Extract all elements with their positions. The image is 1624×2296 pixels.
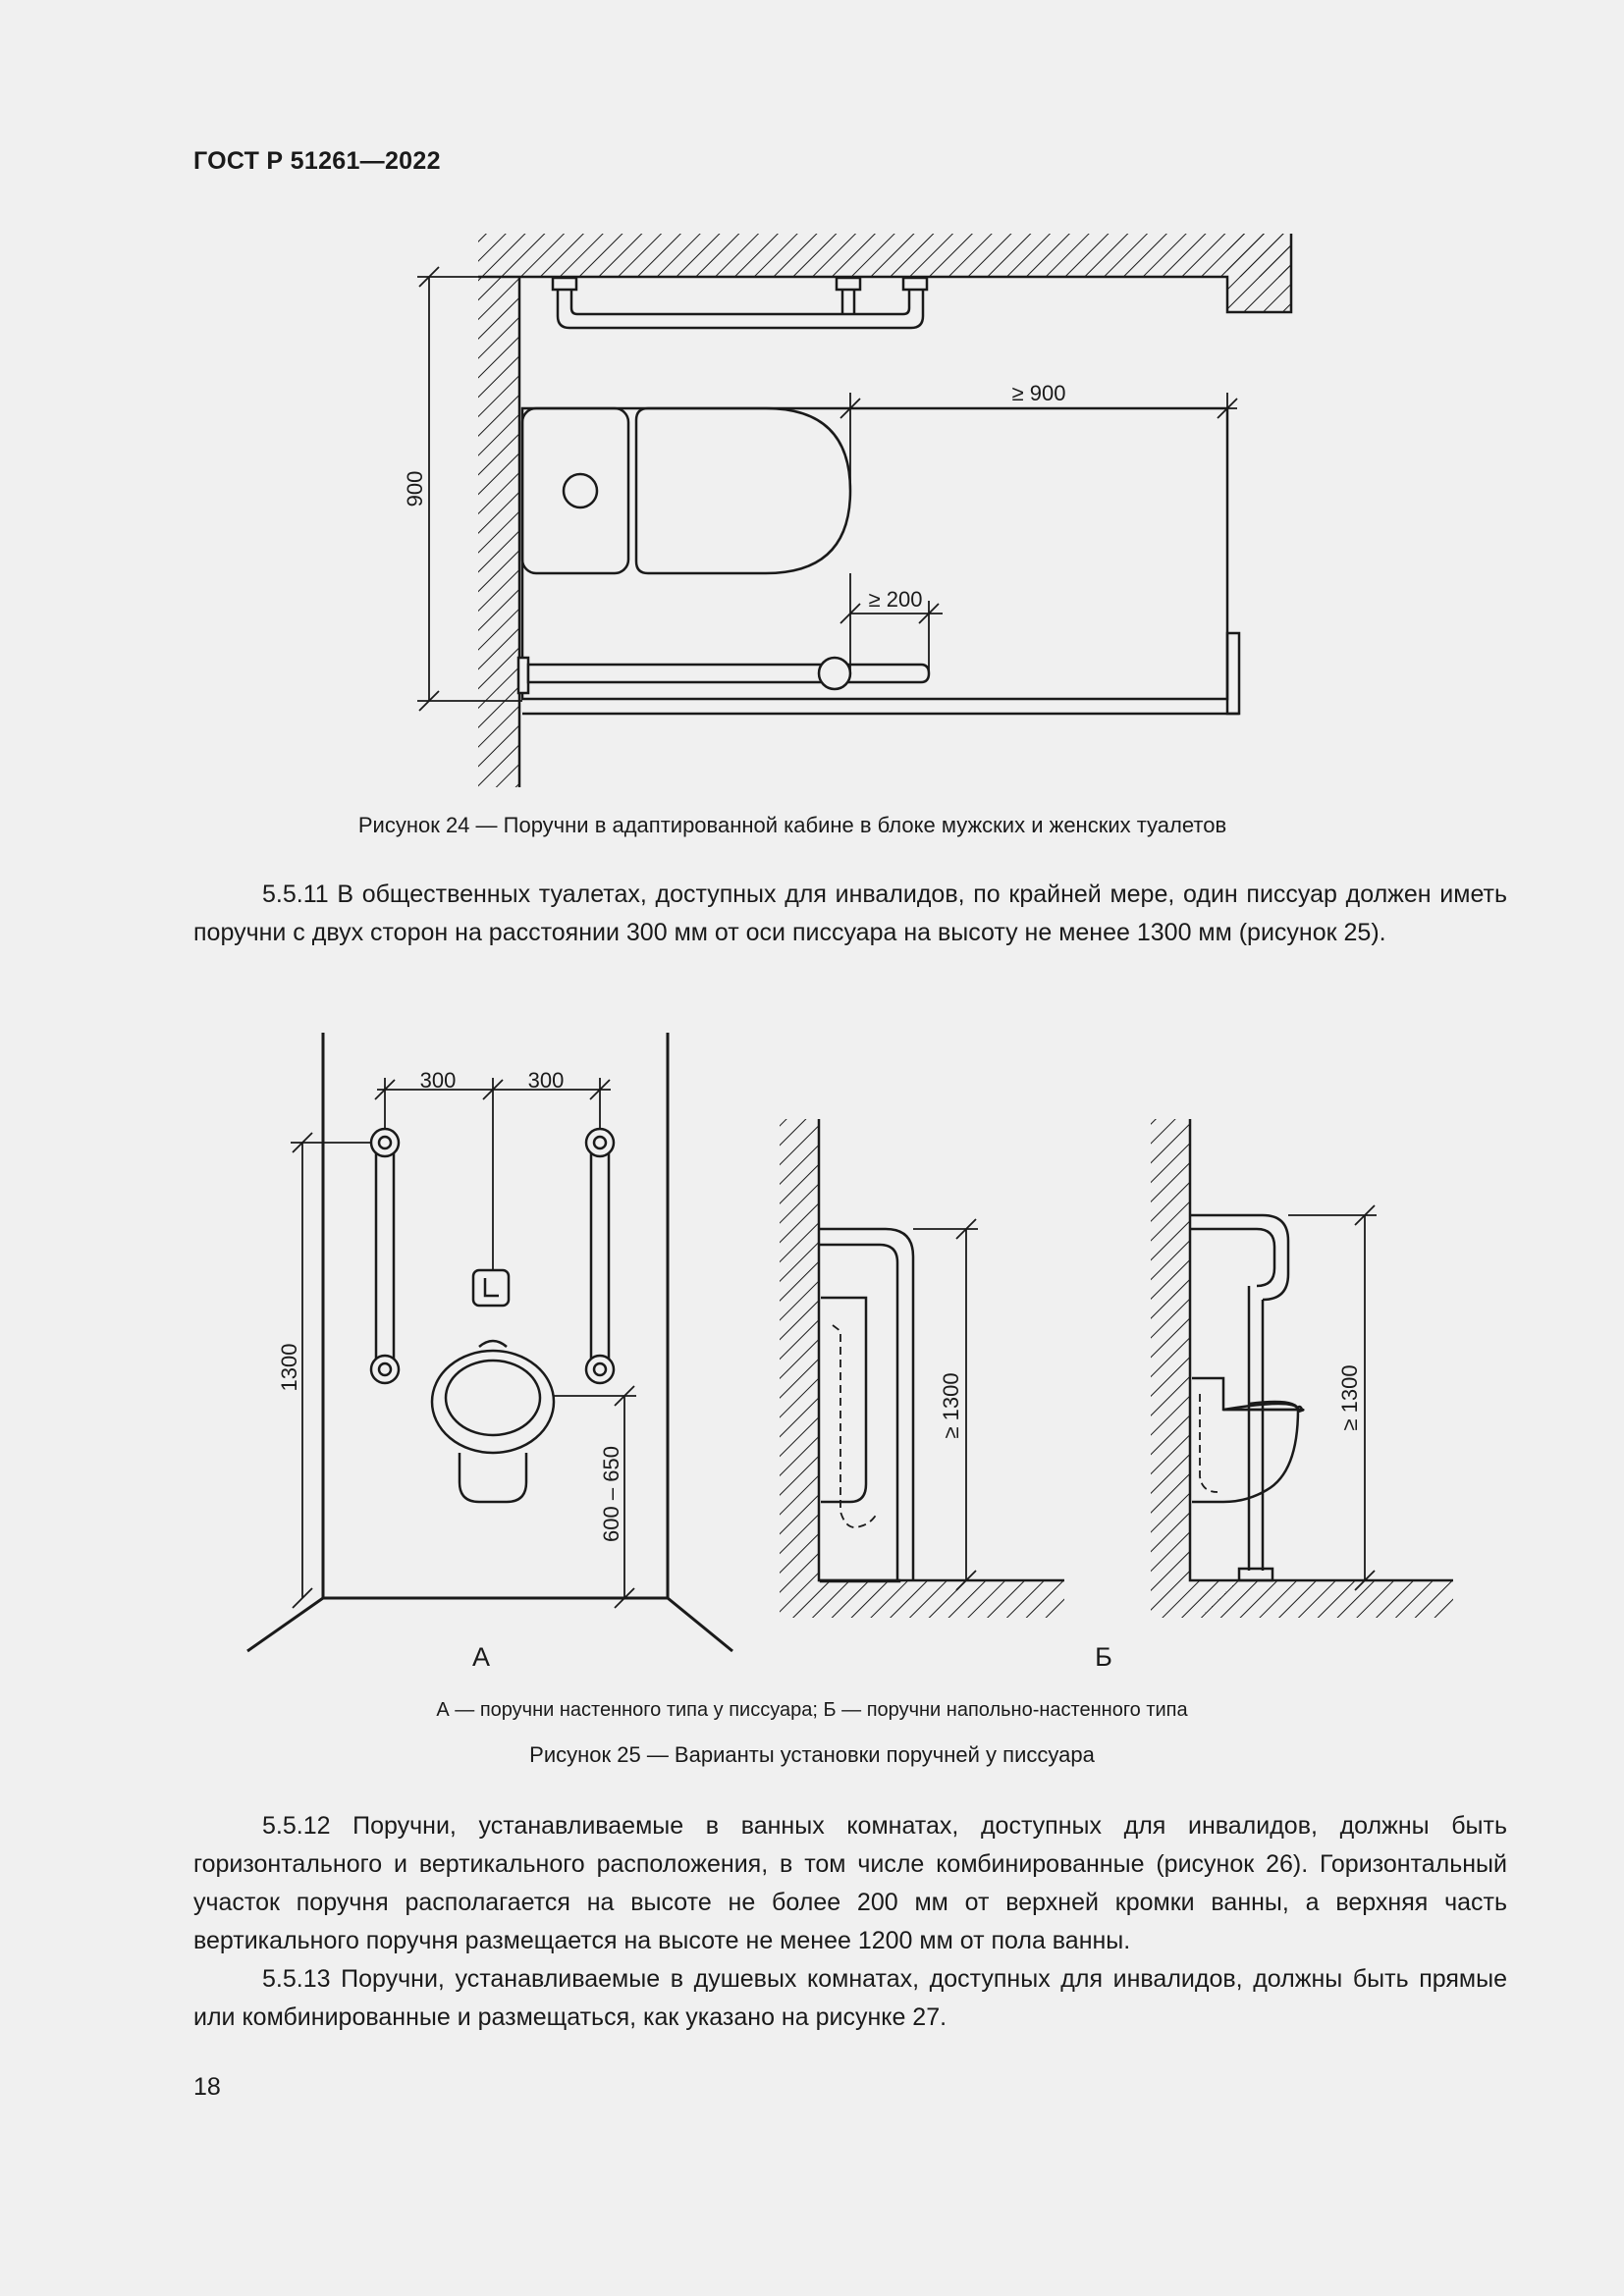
top-grab-bar (553, 278, 927, 328)
top-wall-hatch (478, 234, 1291, 277)
variant-b2-wall-hatch (1151, 1119, 1190, 1580)
dimension-300-left-label: 300 (419, 1068, 457, 1093)
toilet (522, 408, 850, 573)
dimension-b2-1300 (1288, 1205, 1377, 1590)
dimension-b2-1300-label: ≥ 1300 (1337, 1364, 1362, 1431)
figure-25-drawing (0, 1021, 1624, 1672)
variant-a-right-rail (586, 1129, 614, 1383)
variant-a-label: А (471, 1642, 491, 1672)
page-number: 18 (193, 2073, 221, 2101)
figure-25-legend: А — поручни настенного типа у писсуара; Б — поручни напольно-настенного типа (436, 1699, 1188, 1721)
figure-25-caption: Рисунок 25 — Варианты установки поручней у писсуара (529, 1742, 1095, 1767)
dimension-900-label: 900 (403, 470, 427, 507)
variant-b1-floor-hatch (780, 1580, 1064, 1618)
variant-b2-floor-hatch (1151, 1580, 1453, 1618)
flush-button-icon (473, 1270, 509, 1306)
paragraph-5-5-12: 5.5.12 Поручни, устанавливаемые в ванных комнатах, доступных для инвалидов, должны быть горизонтального и вертикального расположения, в том числе комбинированные (рисунок 26). Горизонтальный участок поручня располагается на высоте не более 200 мм от верхней кромки ванны, а верхняя часть вертикального поручня размещается на высоте не менее 1200 мм от пола ванны. (193, 1812, 1507, 1954)
variant-b1-rail-and-urinal (819, 1229, 913, 1581)
dimension-min-200-label: ≥ 200 (868, 587, 923, 612)
variant-b2-rail-and-urinal (1190, 1215, 1303, 1580)
urinal-front (432, 1341, 554, 1502)
variant-b-label: Б (1095, 1642, 1112, 1672)
right-wall-hatch (1227, 234, 1291, 312)
dimension-600-650 (554, 1386, 636, 1608)
document-code: ГОСТ Р 51261—2022 (193, 147, 441, 175)
paragraph-5-5-11: 5.5.11 В общественных туалетах, доступных для инвалидов, по крайней мере, один писсуар должен иметь поручни с двух сторон на расстоянии 300 мм от оси писсуара на высоту не менее 1300 мм (рисунок 25). (193, 881, 1507, 946)
figure-24-caption: Рисунок 24 — Поручни в адаптированной кабине в блоке мужских и женских туалетов (357, 813, 1227, 837)
dimension-1300-label: 1300 (277, 1343, 301, 1392)
dimension-600-650-label: 600 – 650 (599, 1446, 623, 1542)
variant-b1-wall-hatch (780, 1119, 819, 1580)
dimension-b1-1300-label: ≥ 1300 (939, 1372, 963, 1439)
variant-a-left-rail (371, 1129, 399, 1383)
paragraph-5-5-13: 5.5.13 Поручни, устанавливаемые в душевых комнатах, доступных для инвалидов, должны быть прямые или комбинированные и размещаться, как указано на рисунке 27. (193, 1965, 1507, 2031)
dimension-300-right-label: 300 (527, 1068, 565, 1093)
bottom-grab-bar (518, 658, 929, 693)
dimension-300-300 (375, 1078, 611, 1270)
dimension-min-900-label: ≥ 900 (1011, 381, 1066, 405)
dimension-1300 (291, 1133, 371, 1608)
dimension-min-900 (840, 393, 1237, 699)
left-wall-hatch (478, 277, 519, 787)
